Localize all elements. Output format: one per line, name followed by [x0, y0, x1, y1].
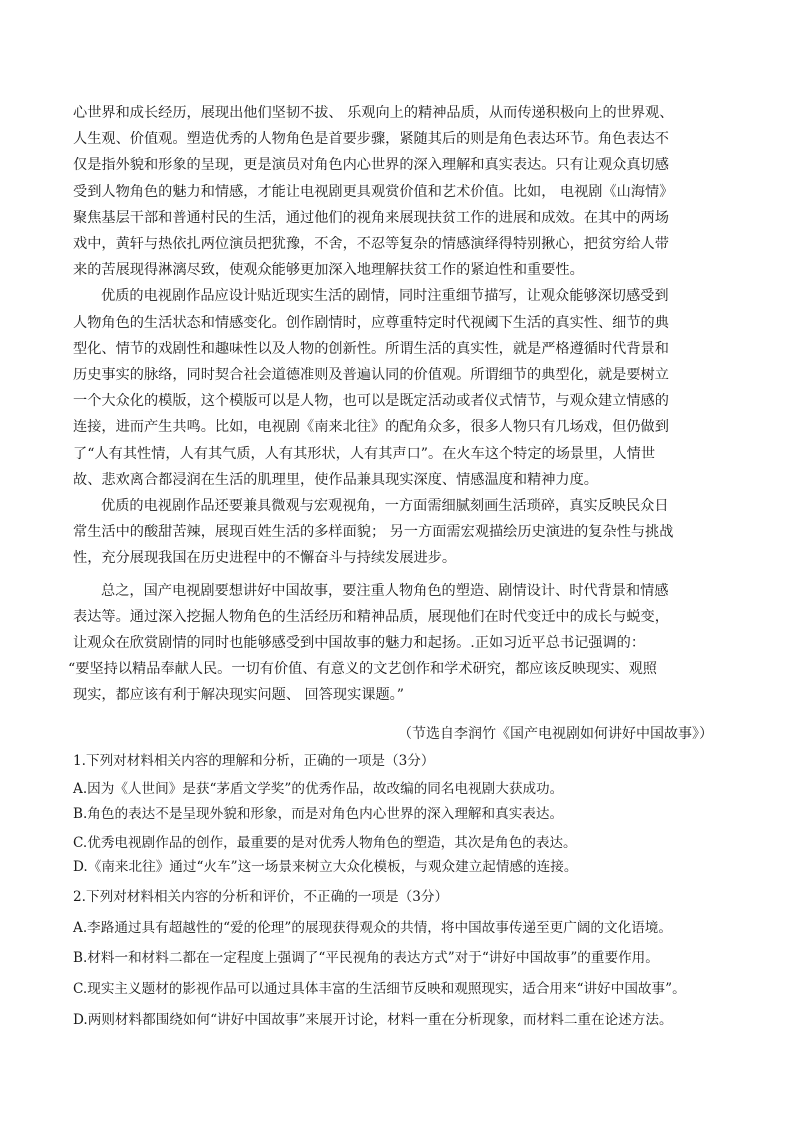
text-line: 戏中，黄轩与热依扎两位演员把犹豫，不舍，不忍等复杂的情感演绎得特别揪心，把贫穷给人带 [73, 236, 669, 253]
text-line: 常生活中的酸甜苦辣，展现百姓生活的多样面貌； 另一方面需宏观描绘历史演进的复杂性与挑战 [73, 524, 674, 541]
question-2-option-c: C.现实主义题材的影视作品可以通过具体丰富的生活细节反映和观照现实，适合用来“讲好中国故事”。 [73, 981, 686, 997]
question-2-stem: 2.下列对材料相关内容的分析和评价，不正确的一项是（3分） [73, 889, 449, 905]
paragraph-1 [0, 100, 793, 283]
paragraph-4 [0, 578, 793, 709]
text-line: 优质的电视剧作品应设计贴近现实生活的剧情，同时注重细节描写，让观众能够深切感受到 [101, 288, 669, 305]
text-line: 让观众在欣赏剧情的同时也能够感受到中国故事的魅力和起扬。.正如习近平总书记强调的： [73, 635, 646, 652]
text-line: 型化、情节的戏剧性和趣味性以及人物的创新性。所谓生活的真实性，就是严格遵循时代背景和 [73, 340, 669, 357]
question-1-option-c: C.优秀电视剧作品的创作，最重要的是对优秀人物角色的塑造，其次是角色的表达。 [73, 835, 577, 851]
text-line: 性，充分展现我国在历史进程中的不懈奋斗与持续发展进步。 [73, 550, 457, 567]
text-line: “要坚持以精品奉献人民。一切有价值、有意义的文艺创作和学术研究，都应该反映现实、观照 [68, 661, 657, 678]
text-line: 一个大众化的模版，这个模版可以是人物，也可以是既定活动或者仪式情节，与观众建立情感的 [73, 393, 669, 410]
text-line: 历史事实的脉络，同时契合社会道德准则及普遍认同的价值观。所谓细节的典型化，就是要树立 [73, 367, 669, 384]
text-line: 总之，国产电视剧要想讲好中国故事，要注重人物角色的塑造、剧情设计、时代背景和情感 [101, 582, 669, 599]
text-line: 了“人有其性情，人有其气质，人有其形状，人有其声口”。在火车这个特定的场景里，人情世 [73, 445, 656, 462]
text-line: 仅是指外貌和形象的呈现，更是演员对角色内心世界的深入理解和真实表达。只有让观众真切感 [73, 157, 669, 174]
text-line: 心世界和成长经历，展现出他们坚韧不拔、 乐观向上的精神品质，从而传递积极向上的世界观、 [73, 105, 674, 121]
source-citation: （节选自李润竹《国产电视剧如何讲好中国故事》） [398, 726, 713, 742]
question-1-stem: 1.下列对材料相关内容的理解和分析，正确的一项是（3分） [73, 753, 435, 769]
question-2-option-b: B.材料一和材料二都在一定程度上强调了“平民视角的表达方式”对于“讲好中国故事”的重要作用。 [73, 950, 659, 966]
text-line: 来的苦展现得淋漓尽致，使观众能够更加深入地理解扶贫工作的紧迫性和重要性。 [73, 262, 584, 279]
question-2-option-d: D.两则材料都围绕如何“讲好中国故事”来展开讨论，材料一重在分析现象，而材料二重在论述方法。 [73, 1012, 673, 1028]
text-line: 故、悲欢离合都浸润在生活的肌理里，使作品兼具现实深度、情感温度和精神力度。 [73, 471, 598, 488]
question-2-option-a: A.李路通过具有超越性的“爱的伦理”的展现获得观众的共情，将中国故事传递至更广阔的文化语境。 [73, 920, 672, 936]
text-line: 人物角色的生活状态和情感变化。创作剧情时，应尊重特定时代视阈下生活的真实性、细节的典 [73, 314, 669, 331]
text-line: 人生观、价值观。塑造优秀的人物角色是首要步骤，紧随其后的则是角色表达环节。角色表达不 [73, 131, 669, 148]
paragraph-3 [0, 493, 793, 572]
paragraph-2 [0, 283, 793, 493]
text-line: 现实，都应该有利于解决现实问题、 回答现实课题。” [73, 687, 404, 704]
text-line: 表达等。通过深入挖掘人物角色的生活经历和精神品质，展现他们在时代变迁中的成长与蜕变， [73, 608, 669, 625]
question-1-option-a: A.因为《人世间》是获“茅盾文学奖”的优秀作品，故改编的同名电视剧大获成功。 [73, 781, 564, 797]
text-line: 连接，进而产生共鸣。比如，电视剧《南来北往》的配角众多，很多人物只有几场戏，但仍做到 [73, 419, 669, 436]
text-line: 优质的电视剧作品还要兼具微观与宏观视角，一方面需细腻刻画生活琐碎，真实反映民众日 [101, 498, 669, 515]
text-line: 受到人物角色的魅力和情感，才能让电视剧更具观赏价值和艺术价值。比如， 电视剧《山海情》 [73, 183, 674, 200]
text-line: 聚焦基层干部和普通村民的生活，通过他们的视角来展现扶贫工作的进展和成效。在其中的两场 [73, 209, 669, 226]
question-1-option-b: B.角色的表达不是呈现外貌和形象，而是对角色内心世界的深入理解和真实表达。 [73, 806, 564, 822]
question-1-option-d: D.《南来北往》通过“火车”这一场景来树立大众化模板，与观众建立起情感的连接。 [73, 859, 578, 875]
